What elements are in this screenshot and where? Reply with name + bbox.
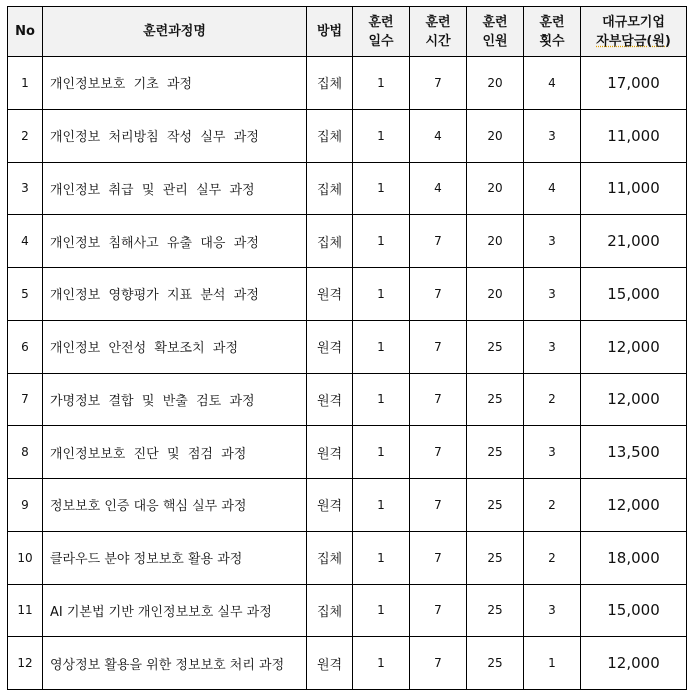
table-row xyxy=(8,373,687,426)
cell-method: 집체 xyxy=(307,162,353,215)
cell-training-hours: 7 xyxy=(410,531,467,584)
cell-training-times: 3 xyxy=(524,584,581,637)
cell-no: 2 xyxy=(8,109,43,162)
header-row xyxy=(8,7,687,57)
table-row xyxy=(8,479,687,532)
cell-no: 7 xyxy=(8,373,43,426)
cell-training-times: 3 xyxy=(524,268,581,321)
table-row xyxy=(8,162,687,215)
cell-course-name: 개인정보 취급 및 관리 실무 과정 xyxy=(43,162,307,215)
cell-training-hours: 7 xyxy=(410,584,467,637)
cell-training-days: 1 xyxy=(353,373,410,426)
cell-method: 원격 xyxy=(307,479,353,532)
cell-course-name: 가명정보 결합 및 반출 검토 과정 xyxy=(43,373,307,426)
table-row xyxy=(8,637,687,690)
cell-training-hours: 7 xyxy=(410,479,467,532)
cell-method: 원격 xyxy=(307,426,353,479)
header-training-days-line2: 일수 xyxy=(368,33,394,49)
cell-self-pay-fee: 11,000 xyxy=(581,162,687,215)
cell-no: 5 xyxy=(8,268,43,321)
cell-course-name: 개인정보 처리방침 작성 실무 과정 xyxy=(43,109,307,162)
table-row xyxy=(8,57,687,110)
header-training-days-line1: 훈련 xyxy=(368,14,394,30)
cell-training-times: 3 xyxy=(524,215,581,268)
cell-training-days: 1 xyxy=(353,479,410,532)
table-row xyxy=(8,426,687,479)
cell-training-hours: 7 xyxy=(410,57,467,110)
cell-training-people: 25 xyxy=(467,320,524,373)
header-self-pay-fee-line1: 대규모기업 xyxy=(602,14,665,30)
header-training-times-line2: 횟수 xyxy=(539,33,565,49)
cell-self-pay-fee: 12,000 xyxy=(581,373,687,426)
header-self-pay-fee xyxy=(581,7,687,57)
cell-self-pay-fee: 18,000 xyxy=(581,531,687,584)
table-row xyxy=(8,531,687,584)
cell-course-name: 클라우드 분야 정보보호 활용 과정 xyxy=(43,531,307,584)
cell-method: 집체 xyxy=(307,57,353,110)
cell-training-days: 1 xyxy=(353,268,410,321)
cell-course-name: AI 기본법 기반 개인정보보호 실무 과정 xyxy=(43,584,307,637)
cell-self-pay-fee: 15,000 xyxy=(581,268,687,321)
cell-course-name: 개인정보 안전성 확보조치 과정 xyxy=(43,320,307,373)
cell-method: 집체 xyxy=(307,109,353,162)
header-method: 방법 xyxy=(307,7,353,57)
cell-training-people: 20 xyxy=(467,268,524,321)
table-row xyxy=(8,268,687,321)
cell-training-hours: 7 xyxy=(410,320,467,373)
header-training-people xyxy=(467,7,524,57)
cell-no: 3 xyxy=(8,162,43,215)
cell-training-days: 1 xyxy=(353,426,410,479)
cell-training-people: 25 xyxy=(467,531,524,584)
cell-method: 원격 xyxy=(307,320,353,373)
cell-training-people: 25 xyxy=(467,373,524,426)
cell-training-hours: 7 xyxy=(410,373,467,426)
cell-method: 원격 xyxy=(307,637,353,690)
cell-self-pay-fee: 12,000 xyxy=(581,320,687,373)
cell-training-hours: 4 xyxy=(410,109,467,162)
cell-training-times: 3 xyxy=(524,426,581,479)
cell-course-name: 정보보호 인증 대응 핵심 실무 과정 xyxy=(43,479,307,532)
course-table-container xyxy=(7,6,687,690)
cell-training-people: 25 xyxy=(467,426,524,479)
cell-training-people: 20 xyxy=(467,109,524,162)
cell-training-hours: 7 xyxy=(410,426,467,479)
header-training-hours xyxy=(410,7,467,57)
cell-training-days: 1 xyxy=(353,109,410,162)
cell-training-people: 25 xyxy=(467,479,524,532)
cell-no: 6 xyxy=(8,320,43,373)
course-table-body xyxy=(8,57,687,690)
cell-training-days: 1 xyxy=(353,162,410,215)
header-training-times-line1: 훈련 xyxy=(539,14,565,30)
cell-training-times: 2 xyxy=(524,479,581,532)
cell-training-times: 2 xyxy=(524,373,581,426)
header-no: No xyxy=(8,7,43,57)
header-training-times xyxy=(524,7,581,57)
header-training-people-line1: 훈련 xyxy=(482,14,508,30)
cell-self-pay-fee: 12,000 xyxy=(581,637,687,690)
cell-self-pay-fee: 21,000 xyxy=(581,215,687,268)
cell-training-people: 25 xyxy=(467,584,524,637)
cell-no: 9 xyxy=(8,479,43,532)
header-training-days xyxy=(353,7,410,57)
cell-training-people: 20 xyxy=(467,57,524,110)
cell-no: 12 xyxy=(8,637,43,690)
cell-training-times: 4 xyxy=(524,57,581,110)
cell-method: 원격 xyxy=(307,268,353,321)
cell-no: 8 xyxy=(8,426,43,479)
cell-method: 집체 xyxy=(307,584,353,637)
cell-no: 4 xyxy=(8,215,43,268)
table-row xyxy=(8,320,687,373)
cell-training-times: 3 xyxy=(524,320,581,373)
cell-no: 10 xyxy=(8,531,43,584)
cell-course-name: 개인정보보호 진단 및 점검 과정 xyxy=(43,426,307,479)
header-training-people-line2: 인원 xyxy=(482,33,508,49)
table-row xyxy=(8,109,687,162)
cell-training-hours: 7 xyxy=(410,637,467,690)
cell-training-days: 1 xyxy=(353,57,410,110)
cell-no: 1 xyxy=(8,57,43,110)
cell-course-name: 영상정보 활용을 위한 정보보호 처리 과정 xyxy=(43,637,307,690)
cell-training-hours: 7 xyxy=(410,215,467,268)
cell-course-name: 개인정보 영향평가 지표 분석 과정 xyxy=(43,268,307,321)
header-self-pay-fee-line2: 자부담금(원) xyxy=(596,33,671,49)
cell-method: 집체 xyxy=(307,531,353,584)
course-table xyxy=(7,6,687,690)
table-row xyxy=(8,215,687,268)
cell-training-days: 1 xyxy=(353,320,410,373)
cell-training-people: 20 xyxy=(467,162,524,215)
cell-training-people: 20 xyxy=(467,215,524,268)
cell-training-times: 4 xyxy=(524,162,581,215)
cell-training-days: 1 xyxy=(353,531,410,584)
cell-training-hours: 7 xyxy=(410,268,467,321)
cell-training-hours: 4 xyxy=(410,162,467,215)
table-row xyxy=(8,584,687,637)
cell-training-times: 3 xyxy=(524,109,581,162)
cell-course-name: 개인정보보호 기초 과정 xyxy=(43,57,307,110)
cell-training-days: 1 xyxy=(353,637,410,690)
header-course-name: 훈련과정명 xyxy=(43,7,307,57)
cell-self-pay-fee: 12,000 xyxy=(581,479,687,532)
cell-no: 11 xyxy=(8,584,43,637)
cell-training-days: 1 xyxy=(353,584,410,637)
cell-self-pay-fee: 13,500 xyxy=(581,426,687,479)
cell-training-days: 1 xyxy=(353,215,410,268)
cell-self-pay-fee: 15,000 xyxy=(581,584,687,637)
cell-self-pay-fee: 17,000 xyxy=(581,57,687,110)
cell-training-times: 1 xyxy=(524,637,581,690)
cell-method: 집체 xyxy=(307,215,353,268)
cell-method: 원격 xyxy=(307,373,353,426)
cell-self-pay-fee: 11,000 xyxy=(581,109,687,162)
cell-course-name: 개인정보 침해사고 유출 대응 과정 xyxy=(43,215,307,268)
header-training-hours-line1: 훈련 xyxy=(425,14,451,30)
cell-training-times: 2 xyxy=(524,531,581,584)
cell-training-people: 25 xyxy=(467,637,524,690)
header-training-hours-line2: 시간 xyxy=(425,33,451,49)
